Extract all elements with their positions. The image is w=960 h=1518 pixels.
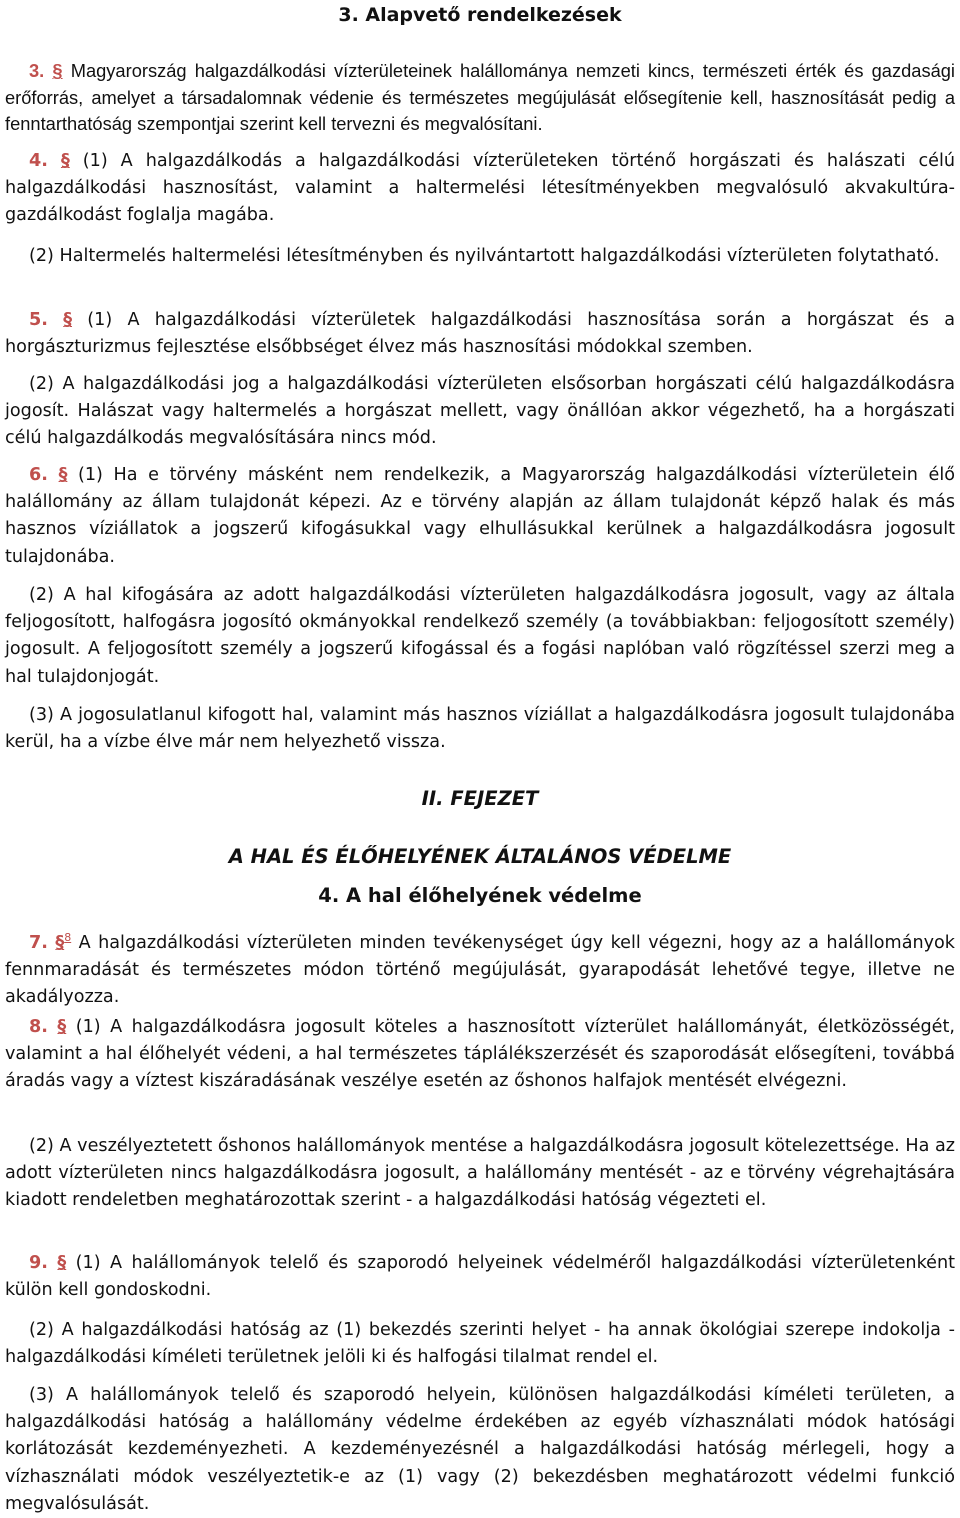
section-heading: 3. Alapvető rendelkezések [338, 4, 622, 26]
paragraph-number: 5. [29, 310, 48, 330]
footnote-link[interactable]: 8 [64, 931, 72, 944]
paragraph-number: 9. [29, 1253, 48, 1273]
paragraph-text: (1) A halgazdálkodás a halgazdálkodási vízterületeken történő horgászati és halászati célú halgazdálkodási hasznosítást, valamint a haltermelési létesítményekben megvalósuló akvakultúra-gazdálkodást foglalja magába. [5, 151, 956, 226]
paragraph-8-2: (2) A veszélyeztetett őshonos halállományok mentése a halgazdálkodásra jogosult kötelezettsége. Ha az adott vízterületen nincs halgazdálkodásra jogosult, a halállomány mentését - az e törvény végrehajtására kiadott rendeletben meghatározottak szerint - a halgazdálkodási hatóság végezteti el. [5, 1136, 955, 1211]
paragraph-text: (1) A halgazdálkodásra jogosult köteles a hasznosított vízterület halállományát, életközösségét, valamint a hal élőhelyét védeni, a hal természetes táplálékszerzését és szaporodását elősegíteni, továbbá áradás vagy a víztest kiszáradásának veszélye esetén az őshonos halfajok mentését elvégezni. [5, 1017, 955, 1092]
paragraph-text: (1) A halállományok telelő és szaporodó helyeinek védelméről halgazdálkodási vízterületenként külön kell gondoskodni. [5, 1253, 955, 1301]
section-symbol-link[interactable]: § [63, 310, 73, 330]
paragraph-number: 7. [29, 932, 48, 953]
subsection-title: 4. A hal élőhelyének védelme [318, 884, 642, 907]
paragraph-9 [5, 1250, 955, 1304]
paragraph-4 [5, 148, 955, 230]
paragraph-6 [5, 462, 955, 571]
paragraph-7 [5, 924, 955, 1011]
paragraph-5 [5, 307, 955, 361]
section-symbol-link[interactable]: § [57, 1017, 67, 1037]
paragraph-number: 8. [29, 1017, 48, 1037]
section-symbol-link[interactable]: § [52, 60, 63, 81]
paragraph-number: 6. [29, 465, 48, 485]
paragraph-text: (1) A halgazdálkodási vízterületek halgazdálkodási hasznosítása során a horgászat és a horgászturizmus fejlesztése elsőbbséget élvez más hasznosítási módokkal szemben. [5, 310, 956, 358]
paragraph-3 [5, 58, 955, 138]
paragraph-5-2: (2) A halgazdálkodási jog a halgazdálkodási vízterületen elsősorban horgászati célú halgazdálkodásra jogosít. Halászat vagy haltermelés a horgászat mellett, vagy önállóan akkor végezhető, ha a horgászati célú halgazdálkodás megvalósítására nincs mód. [5, 374, 955, 449]
section-symbol-link[interactable]: § [55, 932, 65, 953]
paragraph-text: Magyarország halgazdálkodási vízterületeinek halállománya nemzeti kincs, természeti érték és gazdasági erőforrás, amelyet a társadalomnak védenie és természetes megújulását elősegítenie kell, hasznosítását pedig a fenntarthatóság szempontjai szerint kell tervezni és megvalósítani. [5, 60, 955, 134]
paragraph-text: (1) Ha e törvény másként nem rendelkezik, a Magyarország halgazdálkodási vízterületein élő halállomány az állam tulajdonát képezi. Az e törvény alapján az állam tulajdonát képző halak és más hasznos víziállatok a jogszerű kifogásukkal vagy elhullásukkal kerülnek a halgazdálkodásra jogosult tulajdonába. [5, 465, 955, 567]
section-symbol-link[interactable]: § [58, 465, 68, 485]
chapter-title: A HAL ÉS ÉLŐHELYÉNEK ÁLTALÁNOS VÉDELME [228, 845, 732, 868]
chapter-number: II. FEJEZET [421, 787, 539, 810]
paragraph-number: 4. [29, 151, 48, 171]
paragraph-number: 3. [29, 60, 45, 81]
paragraph-6-3: (3) A jogosulatlanul kifogott hal, valamint más hasznos víziállat a halgazdálkodásra jogosult tulajdonába kerül, ha a vízbe élve már nem helyezhető vissza. [5, 705, 955, 753]
paragraph-8 [5, 1014, 955, 1096]
paragraph-text: A halgazdálkodási vízterületen minden tevékenységet úgy kell végezni, hogy az a halállományok fennmaradását és természetes módon történő megújulását, gyarapodását lehetővé tegye, illetve ne akadályozza. [5, 932, 955, 1008]
section-symbol-link[interactable]: § [60, 151, 70, 171]
paragraph-9-2: (2) A halgazdálkodási hatóság az (1) bekezdés szerinti helyet - ha annak ökológiai szerepe indokolja - halgazdálkodási kíméleti területnek jelöli ki és halfogási tilalmat rendel el. [5, 1320, 955, 1368]
section-symbol-link[interactable]: § [57, 1253, 67, 1273]
paragraph-9-3: (3) A halállományok telelő és szaporodó helyein, különösen halgazdálkodási kíméleti területen, a halgazdálkodási hatóság a halállomány védelme érdekében az egyéb vízhasználati módok hatósági korlátozását kezdeményezheti. A kezdeményezésnél a halgazdálkodási hatóság mérlegeli, hogy a vízhasználati módok veszélyeztetik-e az (1) vagy (2) bekezdésben meghatározott védelmi funkció megvalósulását. [5, 1385, 955, 1514]
paragraph-4-2: (2) Haltermelés haltermelési létesítményben és nyilvántartott halgazdálkodási vízterületen folytatható. [29, 246, 940, 266]
paragraph-6-2: (2) A hal kifogására az adott halgazdálkodási vízterületen halgazdálkodásra jogosult, vagy az általa feljogosított, halfogásra jogosító okmányokkal rendelkező személy (a továbbiakban: feljogosított személy) jogosult. A feljogosított személy a jogszerű kifogással és a fogási naplóban való rögzítéssel szerzi meg a hal tulajdonjogát. [5, 585, 955, 687]
